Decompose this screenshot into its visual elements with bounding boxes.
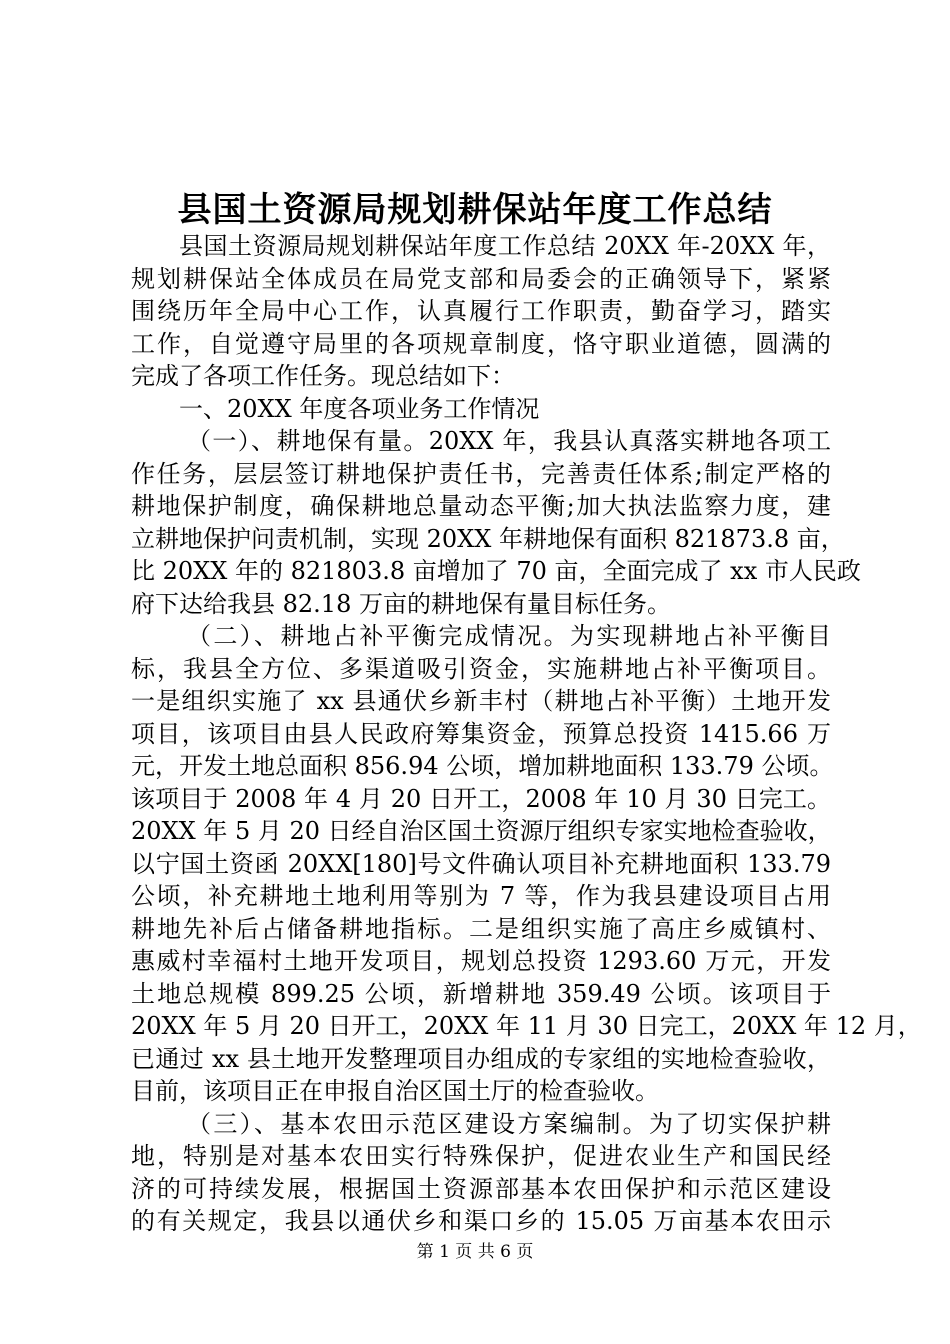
paragraph-line: 20XX 年 5 月 20 日经自治区国土资源厅组织专家实地检查验收， <box>131 817 832 845</box>
paragraph-line: 标，我县全方位、多渠道吸引资金，实施耕地占补平衡项目。 <box>131 654 831 683</box>
section-heading: 一、20XX 年度各项业务工作情况 <box>179 394 540 423</box>
document-body <box>131 230 922 1238</box>
paragraph-line: 立耕地保护问责机制，实现 20XX 年耕地保有面积 821873.8 亩， <box>131 524 845 553</box>
page-footer: 第 1 页 共 6 页 <box>416 1242 534 1262</box>
paragraph-line: 围绕历年全局中心工作，认真履行工作职责，勤奋学习，踏实 <box>131 297 831 325</box>
paragraph-line: （三）、基本农田示范区建设方案编制。为了切实保护耕 <box>187 1109 831 1138</box>
paragraph-line: （二）、耕地占补平衡完成情况。为实现耕地占补平衡目 <box>187 622 831 650</box>
paragraph-line: 比 20XX 年的 821803.8 亩增加了 70 亩，全面完成了 xx 市人民政 <box>131 557 861 585</box>
paragraph-line: 完成了各项工作任务。现总结如下： <box>131 362 515 390</box>
paragraph-line: 该项目于 2008 年 4 月 20 日开工，2008 年 10 月 30 日完工。 <box>131 784 831 813</box>
document-title: 县国土资源局规划耕保站年度工作总结 <box>177 190 773 230</box>
paragraph-line: 工作，自觉遵守局里的各项规章制度，恪守职业道德，圆满的 <box>131 329 831 358</box>
paragraph-line: 耕地先补后占储备耕地指标。二是组织实施了高庄乡威镇村、 <box>131 914 831 943</box>
paragraph-line: 以宁国土资函 20XX[180]号文件确认项目补充耕地面积 133.79 <box>131 849 831 878</box>
paragraph-line: 规划耕保站全体成员在局党支部和局委会的正确领导下，紧紧 <box>131 264 831 293</box>
paragraph-line: 20XX 年 5 月 20 日开工，20XX 年 11 月 30 日完工，20XX 年 12 月， <box>131 1012 922 1040</box>
paragraph-line: 已通过 xx 县土地开发整理项目办组成的专家组的实地检查验收， <box>131 1044 831 1073</box>
paragraph-line: 作任务，层层签订耕地保护责任书，完善责任体系;制定严格的 <box>131 459 831 488</box>
paragraph-line: 耕地保护制度，确保耕地总量动态平衡;加大执法监察力度，建 <box>131 492 831 520</box>
paragraph-line: 地，特别是对基本农田实行特殊保护，促进农业生产和国民经 <box>131 1142 831 1170</box>
paragraph-line: 元，开发土地总面积 856.94 公顷，增加耕地面积 133.79 公顷。 <box>131 752 834 780</box>
paragraph-line: 惠威村幸福村土地开发项目，规划总投资 1293.60 万元，开发 <box>131 947 831 975</box>
paragraph-line: 济的可持续发展，根据国土资源部基本农田保护和示范区建设 <box>131 1174 831 1203</box>
paragraph-line: 公顷，补充耕地土地利用等别为 7 等，作为我县建设项目占用 <box>131 882 831 910</box>
paragraph-line: （一）、耕地保有量。20XX 年，我县认真落实耕地各项工 <box>187 427 831 455</box>
paragraph-line: 土地总规模 899.25 公顷，新增耕地 359.49 公顷。该项目于 <box>131 979 831 1008</box>
paragraph-line: 县国土资源局规划耕保站年度工作总结 20XX 年-20XX 年， <box>179 232 831 260</box>
paragraph-line: 项目，该项目由县人民政府筹集资金，预算总投资 1415.66 万 <box>131 719 831 748</box>
paragraph-line: 府下达给我县 82.18 万亩的耕地保有量目标任务。 <box>131 589 671 618</box>
paragraph-line: 目前，该项目正在申报自治区国土厅的检查验收。 <box>131 1077 659 1105</box>
paragraph-line: 一是组织实施了 xx 县通伏乡新丰村（耕地占补平衡）土地开发 <box>131 687 831 715</box>
paragraph-line: 的有关规定，我县以通伏乡和渠口乡的 15.05 万亩基本农田示 <box>131 1207 831 1235</box>
